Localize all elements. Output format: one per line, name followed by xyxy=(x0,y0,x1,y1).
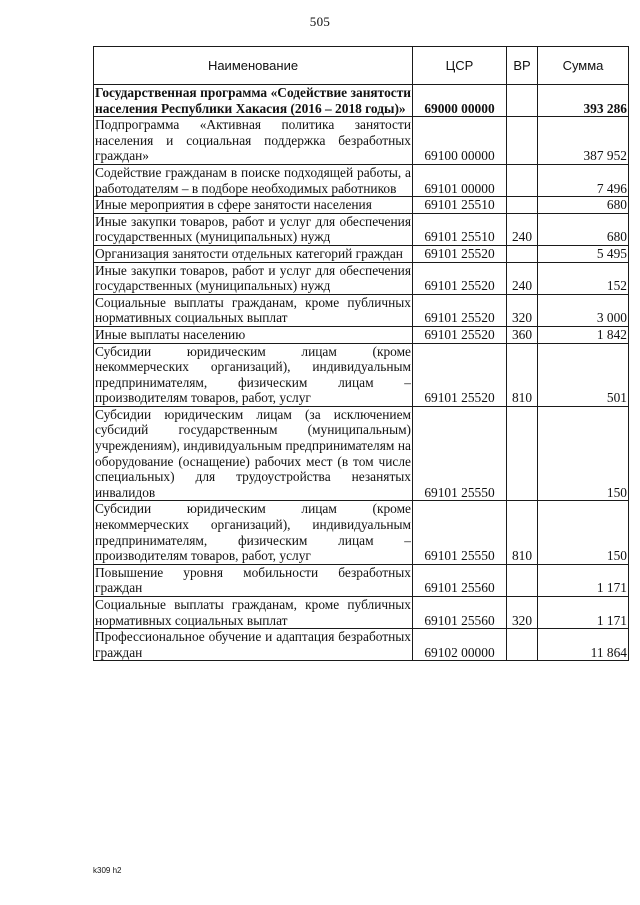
cell-csr: 69000 00000 xyxy=(413,85,507,117)
table-row xyxy=(94,262,629,294)
cell-vr: 240 xyxy=(507,262,538,294)
cell-name: Иные выплаты населению xyxy=(94,326,413,343)
cell-vr: 360 xyxy=(507,326,538,343)
table-row xyxy=(94,564,629,596)
cell-name: Иные закупки товаров, работ и услуг для обеспечения государственных (муниципальных) нужд xyxy=(95,213,411,245)
cell-csr: 69101 00000 xyxy=(413,164,507,196)
cell-name: Организация занятости отдельных категорий граждан xyxy=(94,245,413,262)
cell-sum: 152 xyxy=(538,262,629,294)
table-row xyxy=(94,164,629,196)
cell-name: Повышение уровня мобильности безработных граждан xyxy=(95,564,411,596)
cell-vr xyxy=(507,406,538,501)
cell-name: Социальные выплаты гражданам, кроме публичных нормативных социальных выплат xyxy=(95,294,411,326)
cell-vr xyxy=(507,85,538,117)
cell-csr: 69101 25510 xyxy=(413,197,507,214)
table-row xyxy=(94,197,629,214)
cell-vr xyxy=(507,197,538,214)
cell-sum: 11 864 xyxy=(538,629,629,661)
cell-name: Подпрограмма «Активная политика занятости населения и социальная поддержка безработных граждан» xyxy=(95,117,411,164)
cell-sum: 150 xyxy=(538,406,629,501)
table-row xyxy=(94,326,629,343)
cell-csr: 69101 25520 xyxy=(413,245,507,262)
header-name: Наименование xyxy=(94,47,413,85)
cell-name: Субсидии юридическим лицам (кроме некоммерческих организаций), индивидуальным предпринимателям, физическим лицам – производителям товаров, работ, услуг xyxy=(95,501,411,564)
table-row xyxy=(94,117,629,165)
cell-name: Социальные выплаты гражданам, кроме публичных нормативных социальных выплат xyxy=(95,597,411,628)
cell-sum: 393 286 xyxy=(538,85,629,117)
cell-csr: 69102 00000 xyxy=(413,629,507,661)
cell-csr: 69101 25520 xyxy=(413,343,507,406)
table-row xyxy=(94,85,629,117)
cell-name: Иные закупки товаров, работ и услуг для обеспечения государственных (муниципальных) нужд xyxy=(95,262,411,294)
cell-vr xyxy=(507,117,538,165)
cell-sum: 5 495 xyxy=(538,245,629,262)
cell-vr xyxy=(507,164,538,196)
header-csr: ЦСР xyxy=(413,47,507,85)
table-row xyxy=(94,213,629,245)
cell-csr: 69101 25560 xyxy=(413,597,507,629)
cell-name: Содействие гражданам в поиске подходящей работы, а работодателям – в подборе необходимых работников xyxy=(95,164,411,196)
table-row xyxy=(94,406,629,501)
cell-vr: 320 xyxy=(507,294,538,326)
table-row xyxy=(94,629,629,661)
cell-sum: 680 xyxy=(538,213,629,245)
cell-sum: 150 xyxy=(538,501,629,564)
cell-sum: 1 171 xyxy=(538,564,629,596)
cell-csr: 69101 25560 xyxy=(413,564,507,596)
cell-vr: 810 xyxy=(507,343,538,406)
cell-name: Государственная программа «Содействие занятости населения Республики Хакасия (2016 – 2018 годы)» xyxy=(95,85,411,116)
cell-vr: 240 xyxy=(507,213,538,245)
footer-document-code: k309 h2 xyxy=(93,866,122,875)
table-row xyxy=(94,343,629,406)
header-sum: Сумма xyxy=(538,47,629,85)
header-vr: ВР xyxy=(507,47,538,85)
table-row xyxy=(94,501,629,564)
cell-csr: 69101 25550 xyxy=(413,501,507,564)
table-header-row xyxy=(94,47,629,85)
page-number: 505 xyxy=(309,14,331,29)
table-row xyxy=(94,597,629,629)
cell-name: Профессиональное обучение и адаптация безработных граждан xyxy=(95,629,411,660)
cell-sum: 387 952 xyxy=(538,117,629,165)
cell-csr: 69100 00000 xyxy=(413,117,507,165)
cell-csr: 69101 25520 xyxy=(413,326,507,343)
budget-table xyxy=(93,46,629,661)
cell-sum: 1 842 xyxy=(538,326,629,343)
cell-vr xyxy=(507,245,538,262)
cell-sum: 501 xyxy=(538,343,629,406)
cell-csr: 69101 25520 xyxy=(413,262,507,294)
cell-vr xyxy=(507,629,538,661)
table-body xyxy=(94,85,629,661)
cell-vr: 320 xyxy=(507,597,538,629)
table-row xyxy=(94,245,629,262)
cell-vr: 810 xyxy=(507,501,538,564)
cell-sum: 7 496 xyxy=(538,164,629,196)
cell-sum: 680 xyxy=(538,197,629,214)
cell-vr xyxy=(507,564,538,596)
cell-sum: 3 000 xyxy=(538,294,629,326)
cell-sum: 1 171 xyxy=(538,597,629,629)
cell-csr: 69101 25550 xyxy=(413,406,507,501)
cell-name: Иные мероприятия в сфере занятости населения xyxy=(94,197,413,214)
table-row xyxy=(94,294,629,326)
cell-csr: 69101 25520 xyxy=(413,294,507,326)
cell-csr: 69101 25510 xyxy=(413,213,507,245)
cell-name: Субсидии юридическим лицам (кроме некоммерческих организаций), индивидуальным предпринимателям, физическим лицам – производителям товаров, работ, услуг xyxy=(95,343,411,406)
cell-name: Субсидии юридическим лицам (за исключением субсидий государственным (муниципальным) учреждениям), индивидуальным предпринимателям на оборудование (оснащение) рабочих мест (в том числе специальных) для трудоустройства незанятых инвалидов xyxy=(95,406,411,500)
